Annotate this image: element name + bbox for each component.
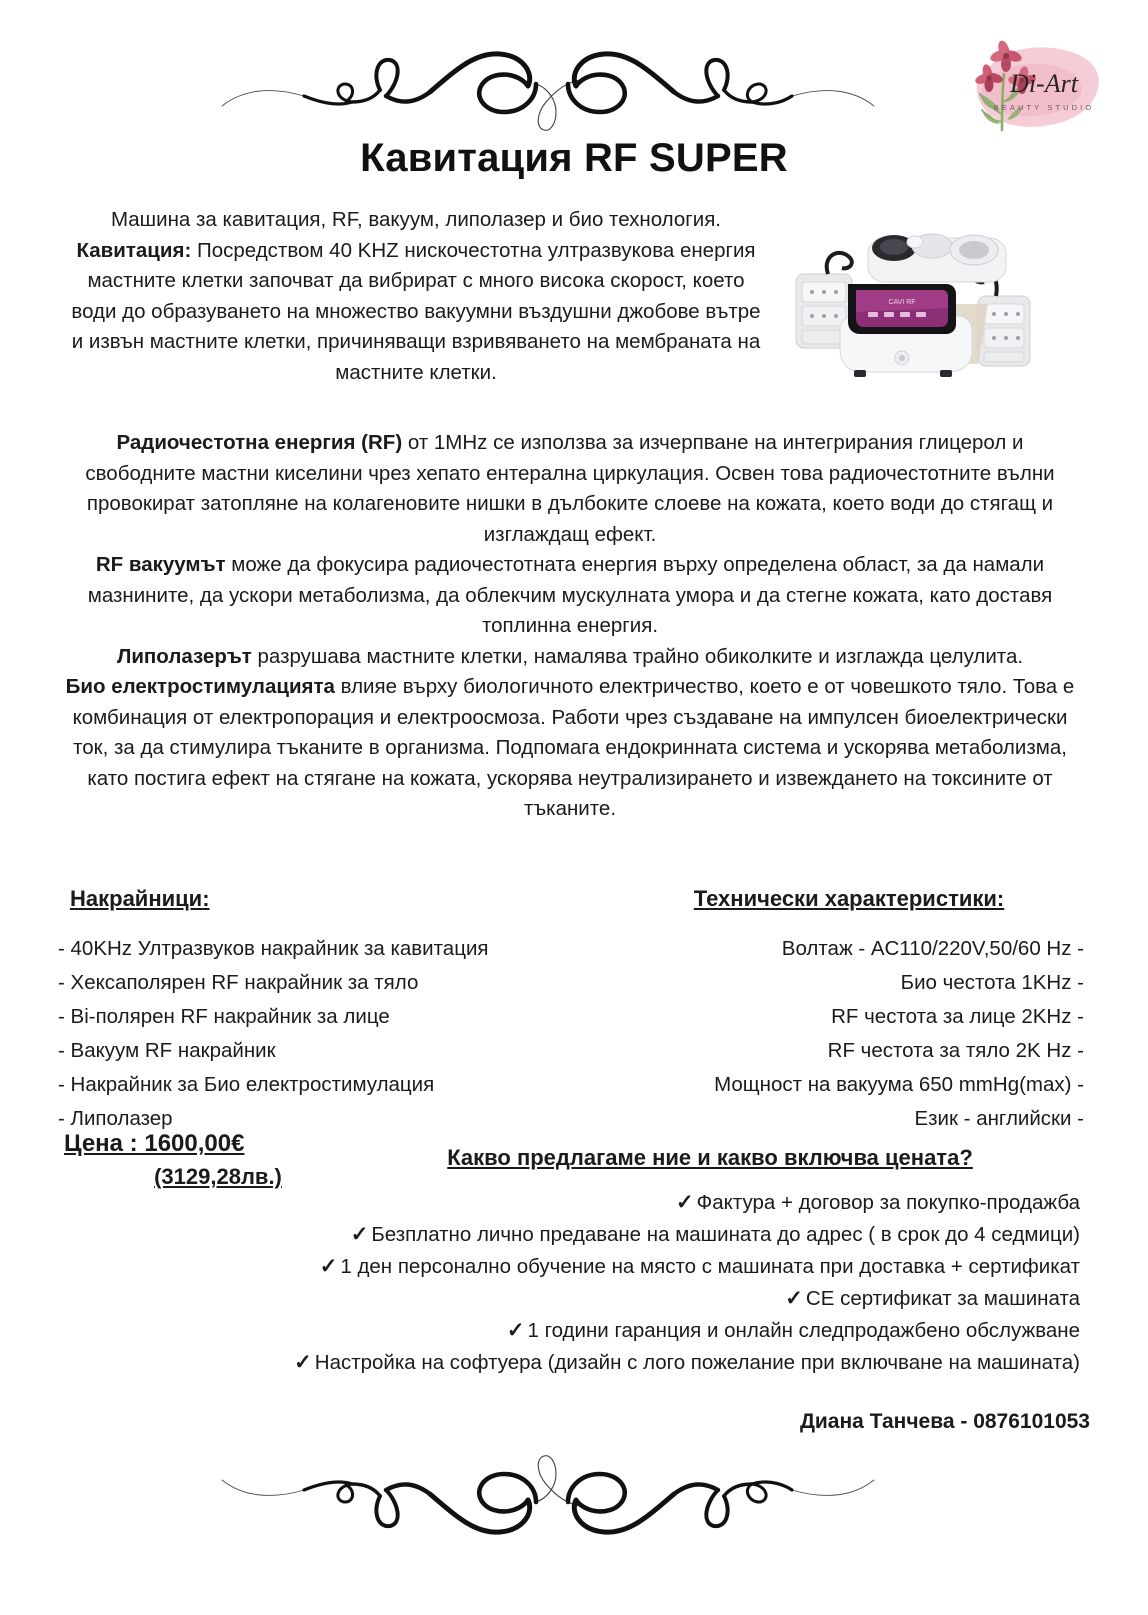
offer-item-text: Настройка на софтуера (дизайн с лого пожелание при включване на машината) — [314, 1351, 1080, 1374]
paragraph-lipolaser-text: разрушава мастните клетки, намалява трайно обиколките и изглажда целулита. — [251, 644, 1024, 668]
paragraph-bio-stim — [62, 672, 1078, 825]
offer-item-text: 1 години гаранция и онлайн следпродажбено обслужване — [527, 1319, 1080, 1342]
check-mark-icon: ✓ — [294, 1351, 312, 1374]
list-item — [120, 1283, 1080, 1315]
list-item: RF честота за тяло 2K Hz - — [827, 1039, 1084, 1062]
list-item: - 40KHz Ултразвуков накрайник за кавитация — [58, 937, 489, 960]
intro-lead: Машина за кавитация, RF, вакуум, липолазер и био технология. — [110, 208, 722, 231]
list-item — [120, 1219, 1080, 1251]
machine-illustration — [782, 212, 1044, 387]
intro-bold-label: Кавитация: — [76, 238, 192, 262]
tips-column — [58, 886, 578, 1136]
paragraph-rf-vacuum-label: RF вакуумът — [95, 553, 226, 576]
list-item: Език - английски - — [914, 1107, 1084, 1130]
flourish-swirl-icon — [218, 1452, 878, 1548]
handpiece-cradle — [868, 234, 1006, 282]
list-item: - Хексаполярен RF накрайник за тяло — [58, 971, 419, 994]
paragraph-rf-text: от 1MHz се използва за изчерпване на интегрирания глицерол и свободните мастни киселини чрез хепато ентерална циркулация. Освен това радиочестотните вълни провокират затопляне на колагеновите нишки в дълбокитe слоеве на кожата, което води до стягащ и изглаждащ ефект. — [85, 431, 1055, 546]
paragraph-bio-stim-text: влияе върху биологичното електричество, което е от човешкото тяло. Това е комбинация от електропорация и електроосмоза. Работи чрез създаване на импулсен биоелектрически ток, за да стимулира тъканите в организма. Подпомага ендокринната система и ускорява метаболизма, като постига ефект на стягане на кожата, ускорява неутрализирането и извеждането на токсините от тъканите. — [72, 675, 1075, 820]
paragraph-lipolaser — [62, 642, 1078, 673]
offer-item-text: Безплатно лично предаване на машината до адрес ( в срок до 4 седмици) — [371, 1223, 1080, 1246]
list-item: Мощност на вакуума 650 mmHg(max) - — [714, 1073, 1084, 1096]
brand-logo — [932, 22, 1104, 140]
offer-block — [120, 1145, 1080, 1379]
intro-text: Посредством 40 KHZ нискочестотна ултразвукова енергия мастните клетки започват да вибрират с много висока скорост, което води до образуването на множество вакуумни въздушни джобове вътре и извън мастните клетки, причиняващи взривяването на мембраната на мастните клетки. — [71, 238, 761, 384]
list-item — [120, 1347, 1080, 1379]
svg-text:CAVI RF: CAVI RF — [888, 299, 916, 306]
list-item: - Bi-полярен RF накрайник за лице — [58, 1005, 390, 1028]
paragraph-rf-vacuum — [62, 550, 1078, 642]
offer-item-text: 1 ден персонално обучение на място с машината при доставка + сертификат — [340, 1255, 1080, 1278]
paragraph-bio-stim-label: Био електростимулацията — [65, 675, 335, 698]
logo-brand-text: Di-Art — [1010, 69, 1078, 98]
list-item — [120, 1187, 1080, 1219]
logo-tagline-text: BEAUTY STUDIO — [993, 103, 1095, 112]
intro-paragraph — [66, 205, 766, 388]
flourish-swirl-icon — [218, 38, 878, 134]
offer-list — [120, 1187, 1080, 1379]
machine-console — [840, 284, 972, 377]
price-alternate-currency: (3129,28лв.) — [154, 1164, 282, 1189]
list-item: - Накрайник за Био електростимулация — [58, 1073, 435, 1096]
list-item: - Вакуум RF накрайник — [58, 1039, 276, 1062]
decorative-flourish-top — [218, 38, 878, 134]
list-item: RF честота за лице 2KHz - — [831, 1005, 1084, 1028]
paragraph-rf-label: Радиочестотна енергия (RF) — [116, 431, 403, 454]
intro-paragraph-block — [66, 205, 766, 388]
body-paragraph-block — [62, 428, 1078, 825]
specs-column — [614, 886, 1084, 1136]
machine-product-photo — [782, 212, 1044, 387]
check-mark-icon: ✓ — [676, 1191, 694, 1214]
specs-heading: Технически характеристики: — [693, 886, 1005, 911]
contact-signature: Диана Танчева - 0876101053 — [799, 1410, 1090, 1433]
offer-item-text: CE сертификат за машината — [805, 1287, 1080, 1310]
offer-item-text: Фактура + договор за покупко-продажба — [696, 1191, 1080, 1214]
decorative-flourish-bottom — [218, 1452, 890, 1556]
specs-list — [614, 932, 1084, 1136]
list-item — [120, 1251, 1080, 1283]
check-mark-icon: ✓ — [506, 1319, 525, 1342]
check-mark-icon: ✓ — [785, 1287, 803, 1310]
paragraph-rf-vacuum-text: може да фокусира радиочестотната енергия върху определена област, за да намали мазнините, да ускори метаболизма, да облекчим мускулната умора и да стегне кожата, като доставя топлинна енергия. — [87, 553, 1053, 637]
paragraph-lipolaser-label: Липолазерът — [116, 644, 252, 668]
paragraph-rf — [62, 428, 1078, 550]
list-item: Волтаж - AC110/220V,50/60 Hz - — [781, 937, 1084, 960]
page-title: Кавитация RF SUPER — [360, 136, 788, 180]
list-item: Био честота 1KHz - — [900, 971, 1084, 994]
list-item — [120, 1315, 1080, 1347]
tips-heading: Накрайници: — [70, 886, 210, 911]
check-mark-icon: ✓ — [319, 1255, 338, 1278]
list-item: - Липолазер — [58, 1107, 173, 1130]
check-mark-icon: ✓ — [350, 1223, 369, 1246]
two-column-section — [58, 886, 1084, 1136]
tips-list — [58, 932, 578, 1136]
logo-artwork — [932, 22, 1104, 140]
price-main: Цена : 1600,00€ — [64, 1130, 245, 1157]
offer-heading: Какво предлагаме ние и какво включва цената? — [447, 1145, 973, 1170]
